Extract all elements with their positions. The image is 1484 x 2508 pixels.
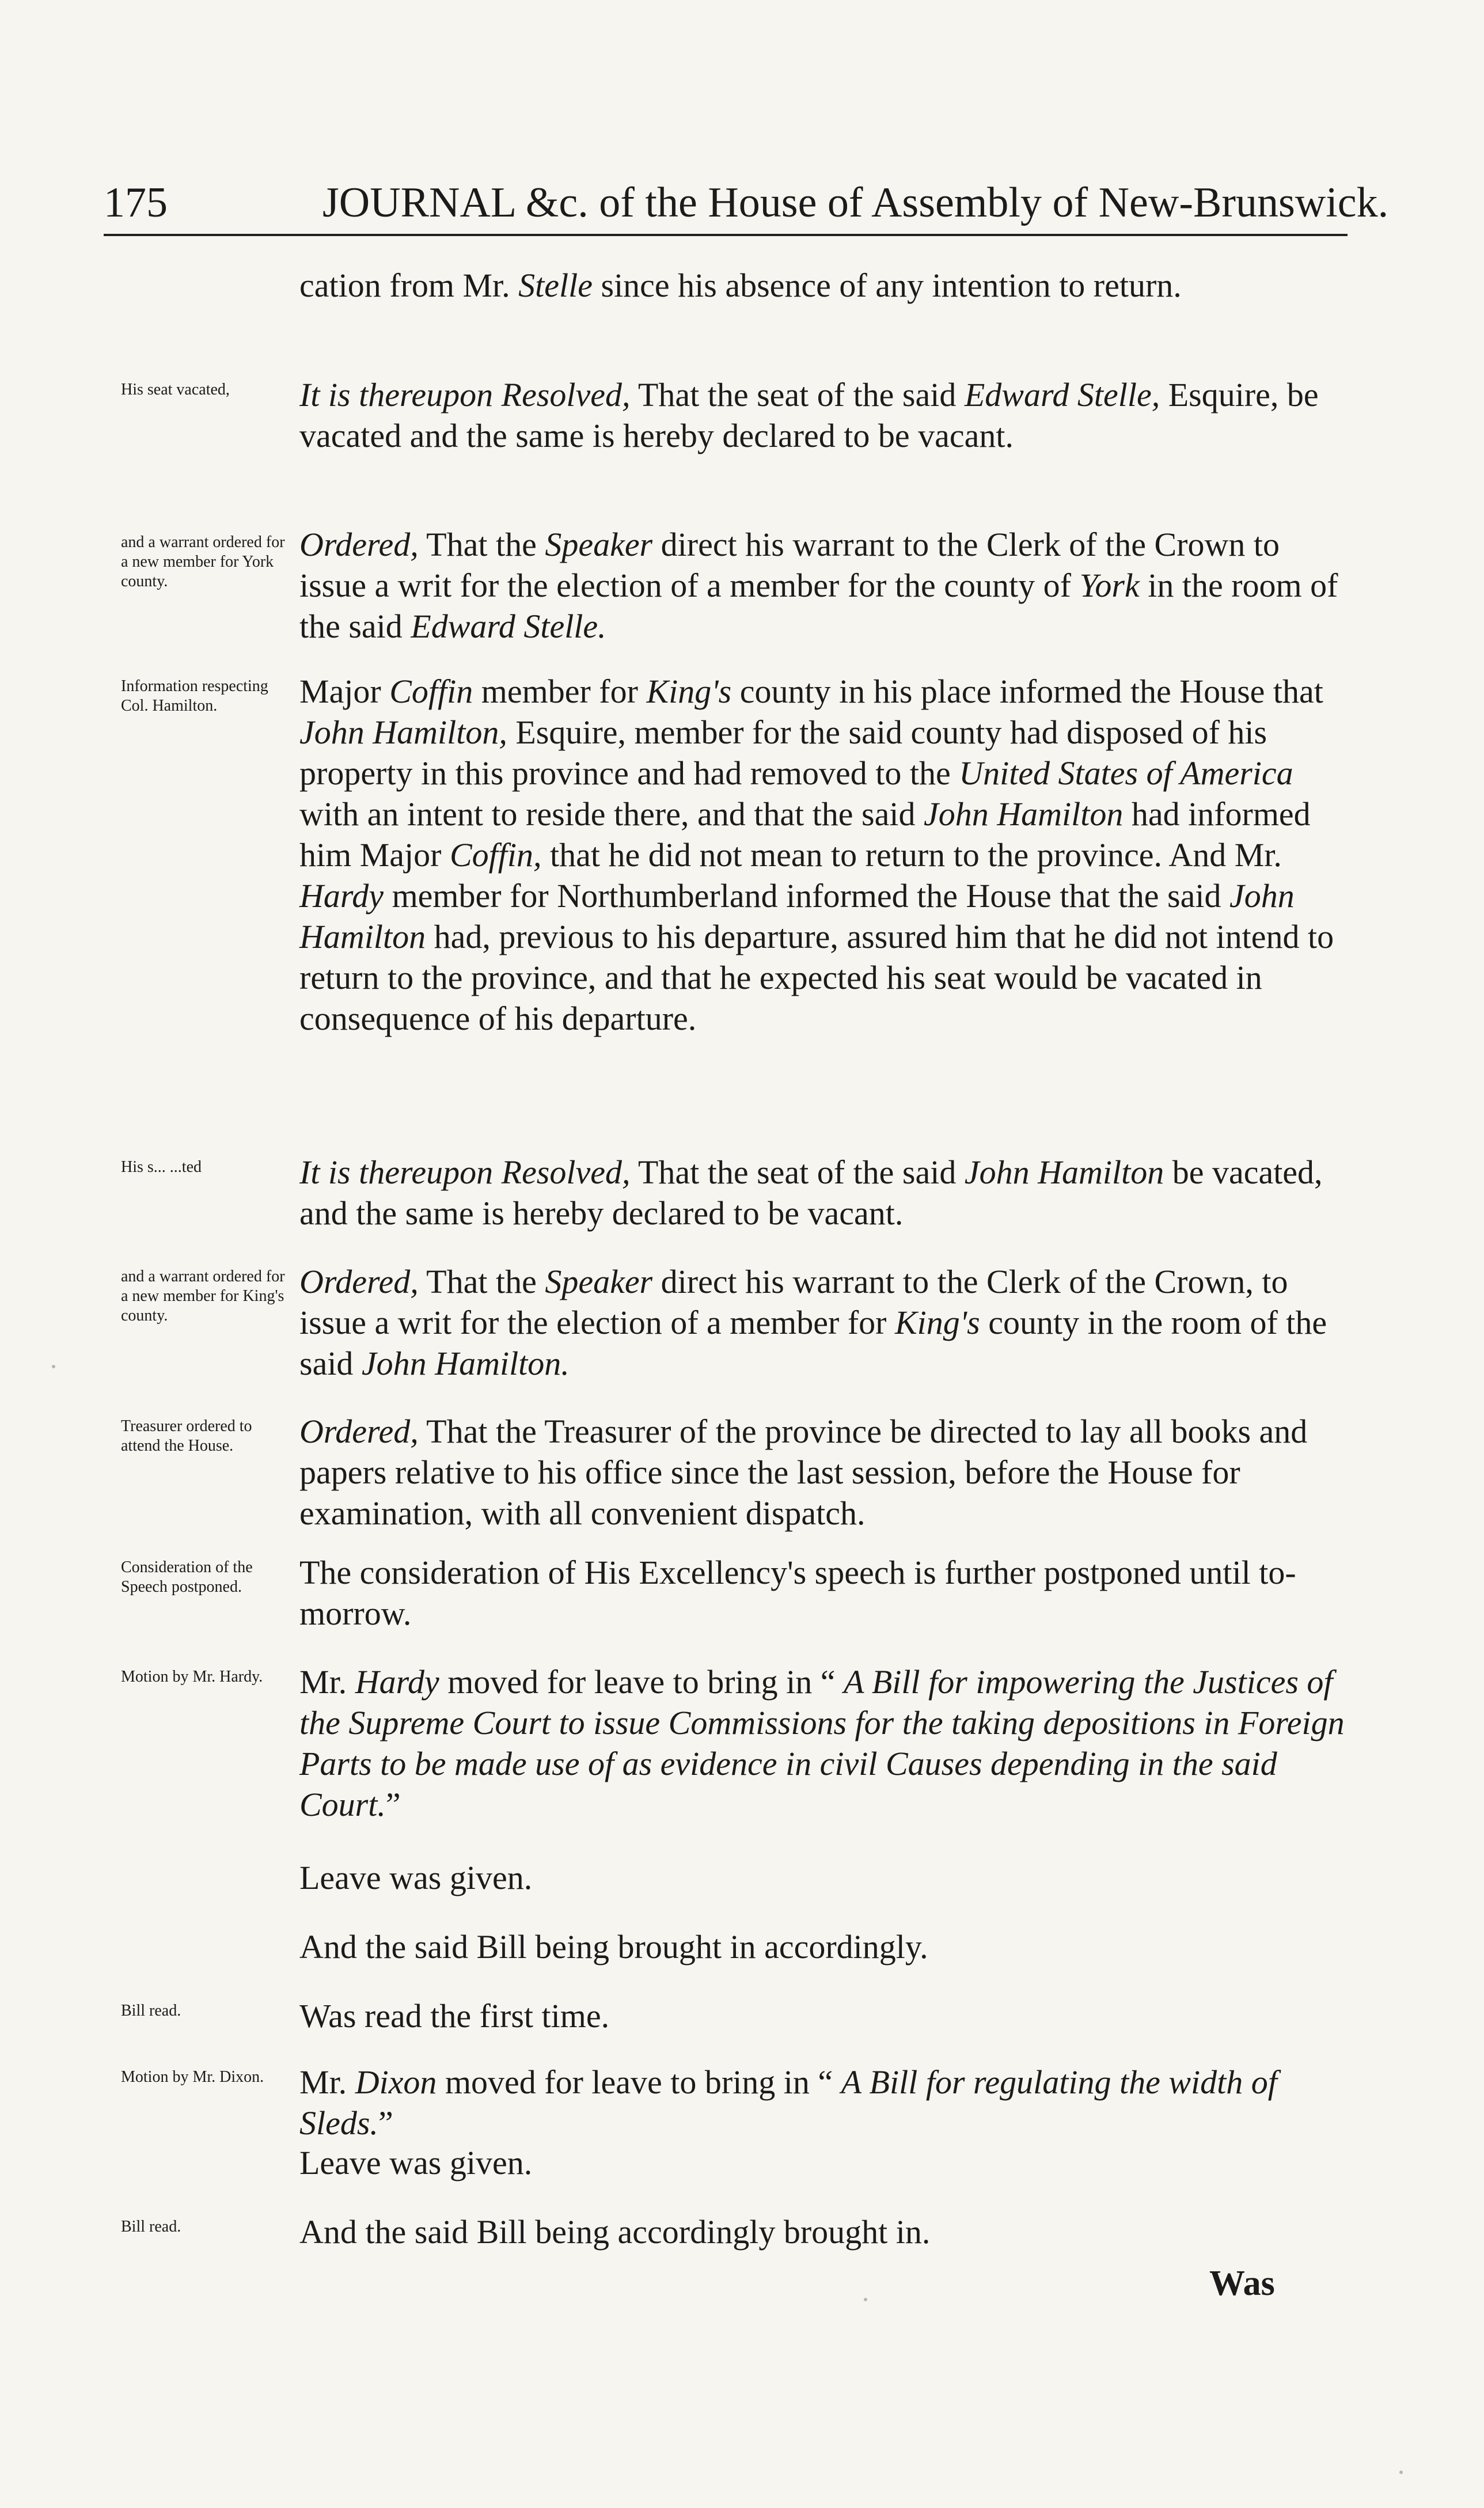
text-segment: King's <box>894 1304 980 1341</box>
text-segment: John Hamilton, <box>299 714 507 751</box>
text-segment: county in the room of the said <box>299 1304 1327 1382</box>
text-segment: John Hamilton. <box>361 1345 570 1382</box>
text-segment: Dixon <box>355 2063 437 2101</box>
paragraph <box>299 1995 1348 2036</box>
margin-note-8: Motion by Mr. Hardy. <box>121 1668 263 1686</box>
text-segment: And the said Bill being brought in accordingly. <box>299 1928 928 1966</box>
text-segment: Coffin <box>389 673 473 710</box>
text-segment: county in his place informed the House that <box>731 673 1323 710</box>
text-segment: since his absence of any intention to return. <box>593 267 1182 304</box>
text-segment: Ordered, <box>299 526 419 563</box>
margin-note-5: and a warrant ordered for a new member for King's county. <box>121 1268 285 1325</box>
ink-speck <box>1399 2471 1403 2474</box>
margin-note-4: His s... ...ted <box>121 1158 202 1176</box>
ink-speck <box>52 1365 55 1368</box>
text-segment: The consideration of His Excellency's speech is further postponed until to-morrow. <box>299 1554 1296 1632</box>
text-segment: King's <box>646 673 732 710</box>
ink-speck <box>864 2298 867 2301</box>
margin-note-1: His seat vacated, <box>121 381 230 399</box>
text-segment: in the room of the said <box>299 567 1338 645</box>
margin-note-6: Treasurer ordered to attend the House. <box>121 1417 252 1455</box>
text-segment: moved for leave to bring in “ <box>437 2063 841 2101</box>
text-segment: that he did not mean to return to the province. And Mr. <box>541 836 1282 874</box>
text-segment: ” <box>378 2104 393 2142</box>
margin-note-11: Bill read. <box>121 2002 181 2020</box>
text-segment: It is thereupon Resolved, <box>299 1154 631 1191</box>
text-segment: Edward Stelle. <box>411 608 606 645</box>
paragraph <box>299 2142 1348 2183</box>
text-segment: Ordered, <box>299 1263 419 1300</box>
text-segment: A Bill for regulating the width of Sleds. <box>299 2063 1277 2142</box>
text-segment: That the seat of the said <box>630 1154 965 1191</box>
text-segment: That the <box>418 1263 545 1300</box>
paragraph <box>299 1152 1348 1234</box>
text-segment: had, previous to his departure, assured him that he did not intend to return to the province, and that he expected his seat would be vacated in consequence of his departure. <box>299 918 1334 1037</box>
paragraph <box>299 1661 1348 1825</box>
page-number: 175 <box>104 179 168 226</box>
text-segment: member for Northumberland informed the House that the said <box>384 877 1229 915</box>
text-segment: Edward Stelle, <box>964 376 1160 413</box>
text-segment: Coffin, <box>449 836 542 874</box>
paragraph <box>299 2062 1348 2143</box>
text-segment: That the Treasurer of the province be directed to lay all books and papers relative to his office since the last session, before the House for examination, with all convenient dispatch. <box>299 1413 1308 1532</box>
text-segment: John Hamilton <box>299 877 1295 955</box>
text-segment: That the <box>418 526 545 563</box>
paragraph <box>299 1926 1348 1967</box>
text-segment: Was read the first time. <box>299 1997 610 2035</box>
text-segment: Mr. <box>299 1663 355 1701</box>
text-segment: with an intent to reside there, and that the said <box>299 795 924 833</box>
text-segment: That the seat of the said <box>630 376 965 413</box>
text-segment: direct his warrant to the Clerk of the Crown, to issue a writ for the election of a member for <box>299 1263 1288 1341</box>
text-segment: be vacated, and the same is hereby declared to be vacant. <box>299 1154 1323 1232</box>
paragraph <box>299 671 1348 1039</box>
paragraph <box>299 265 1348 306</box>
text-segment: ” <box>385 1786 401 1823</box>
text-segment: Leave was given. <box>299 1859 533 1896</box>
paragraph <box>299 1552 1348 1634</box>
paragraph <box>299 2211 1348 2252</box>
header-rule <box>104 234 1348 236</box>
text-segment: A Bill for impowering the Justices of the Supreme Court to issue Commissions for the taking depositions in Foreign Parts to be made use of as evidence in civil Causes depending in the said Court. <box>299 1663 1345 1823</box>
text-segment: member for <box>473 673 647 710</box>
text-segment: United States of America <box>959 754 1293 792</box>
paragraph <box>299 1857 1348 1898</box>
text-segment: York <box>1079 567 1140 604</box>
text-segment: Esquire, be vacated and the same is hereby declared to be vacant. <box>299 376 1319 454</box>
margin-note-14: Bill read. <box>121 2218 181 2236</box>
catchword: Was <box>1209 2264 1275 2303</box>
text-segment: Speaker <box>545 1263 653 1300</box>
text-segment: Stelle <box>518 267 593 304</box>
paragraph <box>299 1411 1348 1534</box>
text-segment: Major <box>299 673 390 710</box>
text-segment: John Hamilton <box>964 1154 1164 1191</box>
text-segment: had informed him Major <box>299 795 1311 874</box>
text-segment: Ordered, <box>299 1413 419 1450</box>
text-segment: Hardy <box>299 877 384 915</box>
text-segment: Leave was given. <box>299 2144 533 2181</box>
margin-note-3: Information respecting Col. Hamilton. <box>121 677 268 715</box>
text-segment: John Hamilton <box>923 795 1124 833</box>
paragraph <box>299 374 1348 456</box>
text-segment: cation from Mr. <box>299 267 519 304</box>
text-segment: Mr. <box>299 2063 355 2101</box>
text-segment: And the said Bill being accordingly brought in. <box>299 2213 931 2251</box>
text-segment: moved for leave to bring in “ <box>439 1663 844 1701</box>
margin-note-12: Motion by Mr. Dixon. <box>121 2068 264 2086</box>
text-segment: Speaker <box>545 526 653 563</box>
page-header <box>104 179 1389 236</box>
text-segment: Esquire, member for the said county had disposed of his property in this province and had removed to the <box>299 714 1267 792</box>
text-segment: Hardy <box>355 1663 439 1701</box>
margin-note-2: and a warrant ordered for a new member for York county. <box>121 533 285 590</box>
running-title: JOURNAL &c. of the House of Assembly of New-Brunswick. <box>322 179 1389 226</box>
paragraph <box>299 1261 1348 1384</box>
margin-note-7: Consideration of the Speech postponed. <box>121 1558 253 1596</box>
paragraph <box>299 524 1348 647</box>
text-segment: It is thereupon Resolved, <box>299 376 631 413</box>
text-segment: direct his warrant to the Clerk of the Crown to issue a writ for the election of a member for the county of <box>299 526 1280 604</box>
